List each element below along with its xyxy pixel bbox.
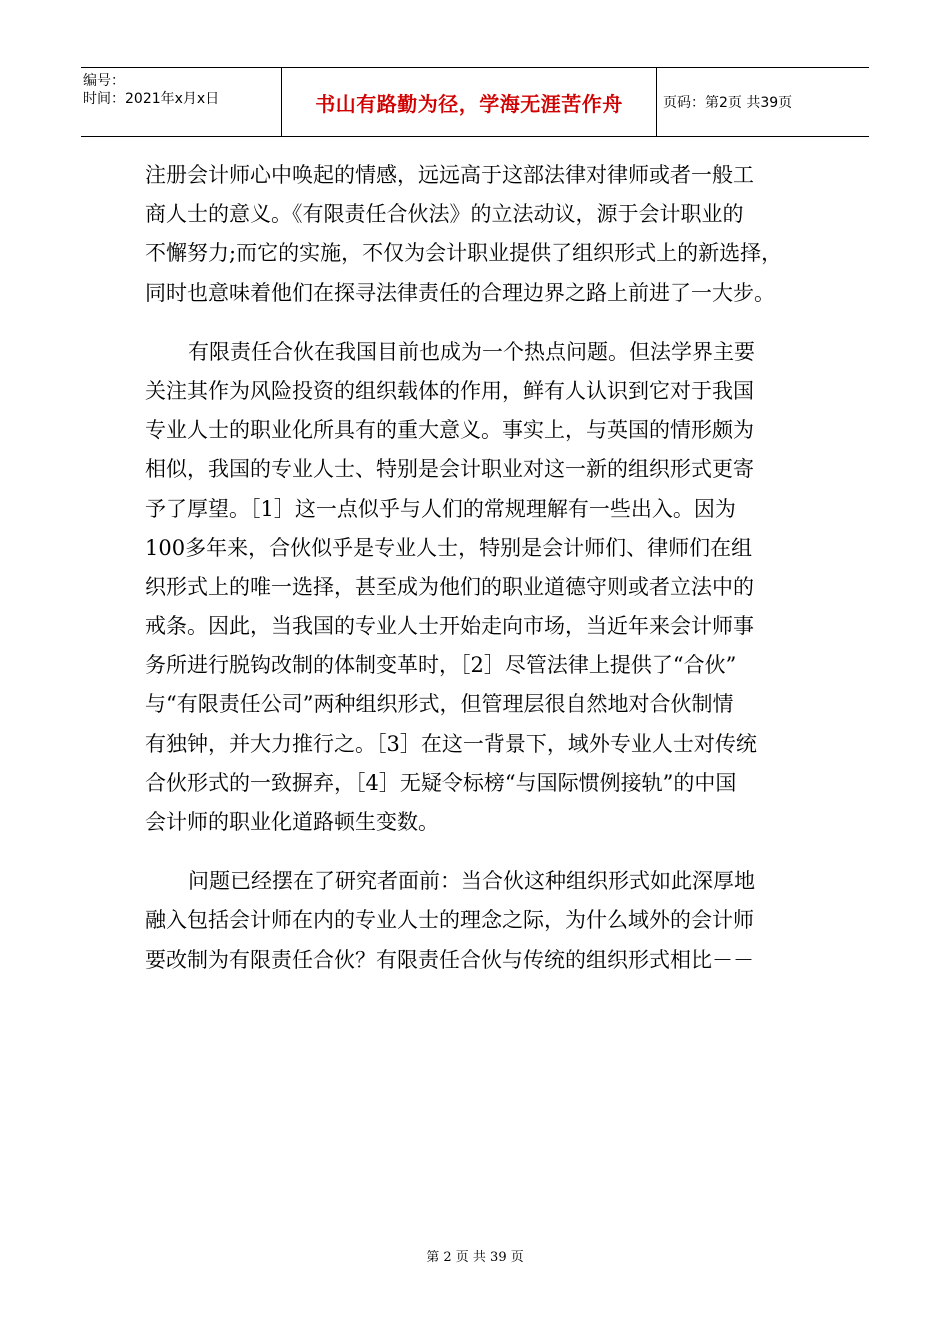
- page-header: [81, 67, 869, 137]
- text-line: 戒条。因此，当我国的专业人士开始走向市场，当近年来会计师事: [145, 614, 754, 639]
- text-line: 有独钟，并大力推行之。［3］在这一背景下，域外专业人士对传统: [145, 731, 757, 756]
- text-line: 与“有限责任公司”两种组织形式，但管理层很自然地对合伙制情: [145, 692, 734, 717]
- text-line: 予了厚望。［1］这一点似乎与人们的常规理解有一些出入。因为: [145, 496, 736, 521]
- text-line: 专业人士的职业化所具有的重大意义。事实上，与英国的情形颇为: [145, 418, 754, 443]
- paragraph: [145, 333, 825, 842]
- text-line: 商人士的意义。《有限责任合伙法》的立法动议，源于会计职业的: [145, 202, 744, 227]
- paragraph: [145, 862, 825, 980]
- header-meta: [81, 68, 282, 136]
- document-number-label: 编号：: [83, 73, 125, 89]
- text-line: 关注其作为风险投资的组织载体的作用，鲜有人认识到它对于我国: [145, 378, 754, 403]
- text-line: 有限责任合伙在我国目前也成为一个热点问题。但法学界主要: [188, 339, 755, 364]
- text-line: 合伙形式的一致摒弃，［4］无疑令标榜“与国际惯例接轨”的中国: [145, 770, 737, 795]
- text-line: 注册会计师心中唤起的情感，远远高于这部法律对律师或者一般工: [145, 163, 754, 187]
- header-motto-cell: [282, 68, 657, 136]
- document-body: [145, 156, 825, 980]
- text-line: 务所进行脱钩改制的体制变革时，［2］尽管法律上提供了“合伙”: [145, 653, 737, 678]
- header-page-info: 页码：第2页 共39页: [663, 95, 793, 111]
- document-time: 时间：2021年x月x日: [83, 91, 220, 107]
- text-line: 融入包括会计师在内的专业人士的理念之际，为什么域外的会计师: [145, 908, 754, 933]
- text-line: 织形式上的唯一选择，甚至成为他们的职业道德守则或者立法中的: [145, 574, 754, 599]
- text-line: 问题已经摆在了研究者面前：当合伙这种组织形式如此深厚地: [188, 869, 755, 894]
- header-motto: 书山有路勤为径，学海无涯苦作舟: [315, 91, 623, 116]
- text-line: 同时也意味着他们在探寻法律责任的合理边界之路上前进了一大步。: [145, 280, 775, 305]
- text-line: 会计师的职业化道路顿生变数。: [145, 810, 439, 834]
- paragraph: [145, 156, 825, 313]
- text-line: 100多年来，合伙似乎是专业人士，特别是会计师们、律师们在组: [145, 535, 753, 560]
- text-line: 相似，我国的专业人士、特别是会计职业对这一新的组织形式更寄: [145, 457, 754, 482]
- text-line: 不懈努力;而它的实施，不仅为会计职业提供了组织形式上的新选择，: [145, 241, 783, 266]
- page-footer: 第 2 页 共 39 页: [426, 1250, 524, 1265]
- text-line: 要改制为有限责任合伙？有限责任合伙与传统的组织形式相比－－: [145, 947, 754, 972]
- header-page-info-cell: [657, 68, 869, 136]
